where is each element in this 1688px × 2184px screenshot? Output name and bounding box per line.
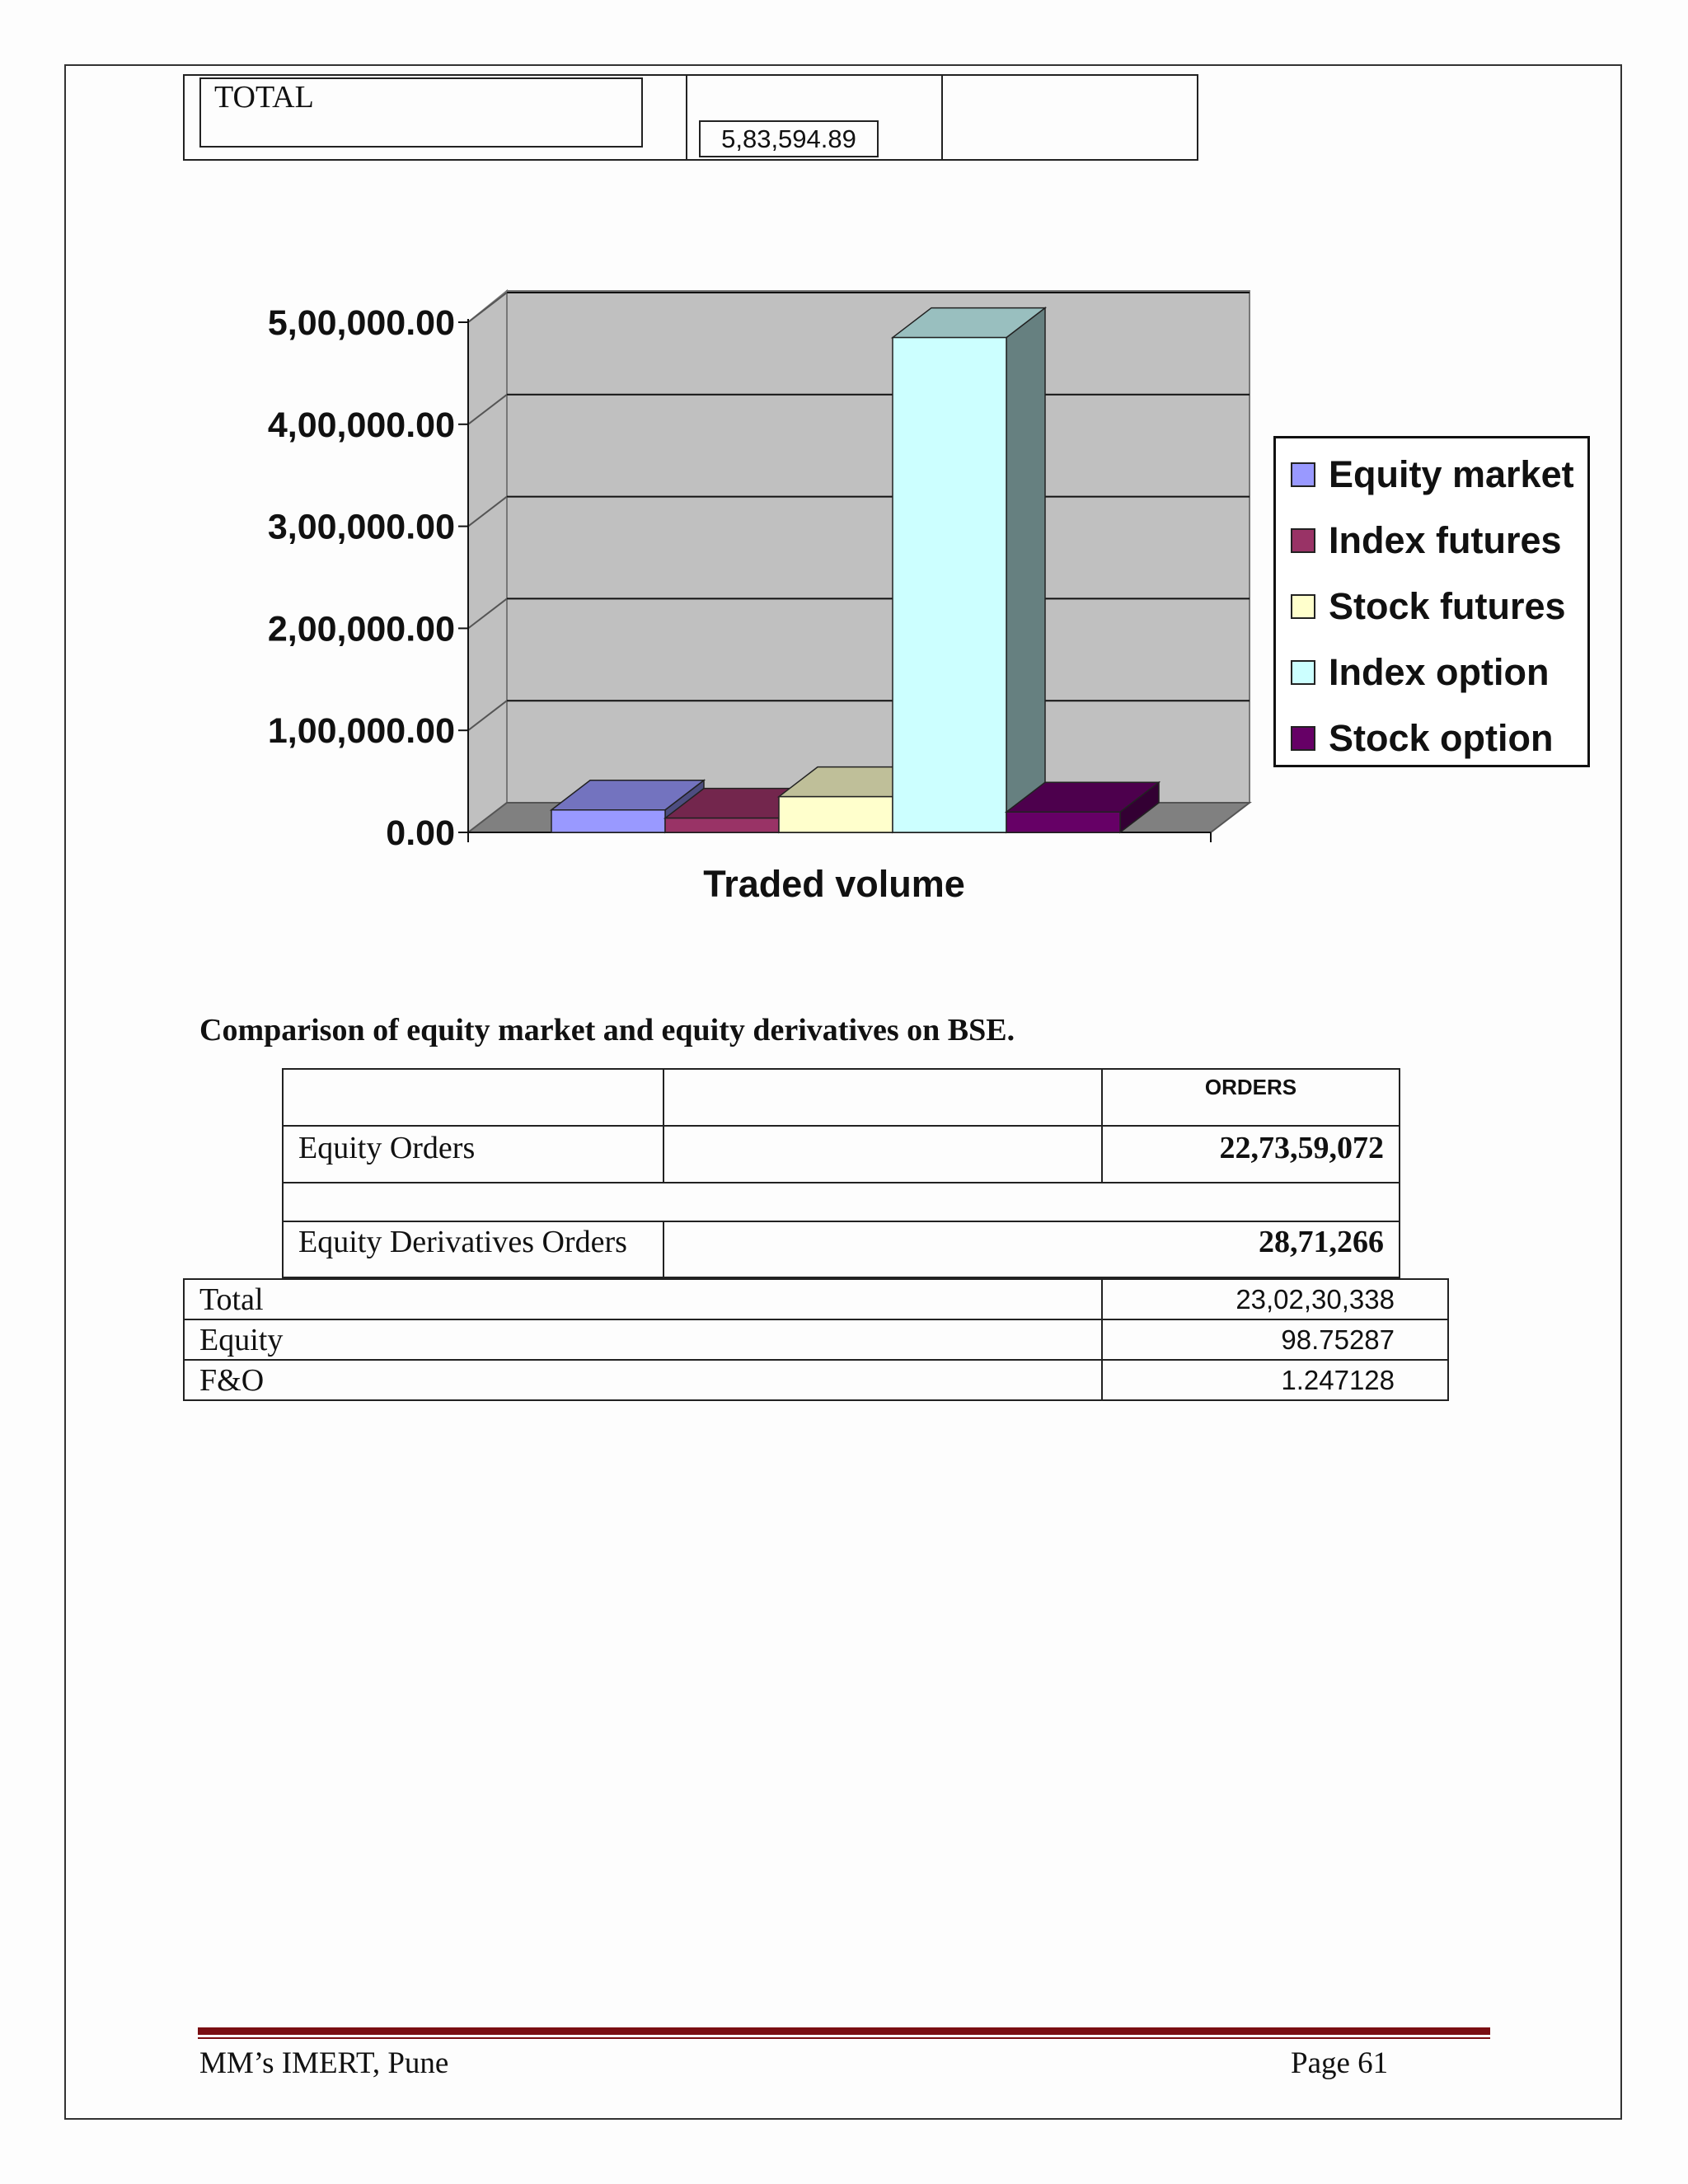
y-tick-label: 2,00,000.00	[267, 609, 455, 649]
y-tick-label: 3,00,000.00	[267, 507, 455, 547]
legend-label: Stock futures	[1329, 585, 1566, 627]
summary-table	[183, 1278, 1449, 1401]
chart-side-wall	[468, 291, 507, 832]
summary-label-total: Total	[184, 1279, 1102, 1319]
bar-index-futures	[665, 818, 779, 832]
legend-swatch	[1291, 594, 1315, 619]
footer-institution: MM’s IMERT, Pune	[199, 2046, 449, 2080]
summary-label-equity: Equity	[184, 1319, 1102, 1360]
y-tick-label: 0.00	[386, 813, 455, 853]
section-heading: Comparison of equity market and equity derivatives on BSE.	[199, 1013, 1015, 1047]
chart-legend	[1273, 436, 1590, 767]
legend-item	[1291, 582, 1566, 631]
summary-label-fo: F&O	[184, 1360, 1102, 1400]
empty-cell	[663, 1069, 1102, 1126]
derivatives-orders-value: 28,71,266	[663, 1221, 1400, 1277]
bar-index-option	[893, 338, 1006, 832]
legend-item	[1291, 648, 1549, 697]
equity-orders-value: 22,73,59,072	[1102, 1126, 1400, 1183]
legend-swatch	[1291, 462, 1315, 487]
bar-stock-futures	[779, 797, 893, 832]
footer-page-number: Page 61	[1291, 2046, 1389, 2080]
orders-header: ORDERS	[1102, 1069, 1400, 1126]
equity-orders-label: Equity Orders	[283, 1126, 663, 1183]
legend-item	[1291, 450, 1574, 499]
legend-item	[1291, 516, 1562, 565]
y-tick-label: 1,00,000.00	[267, 711, 455, 752]
legend-label: Stock option	[1329, 717, 1554, 759]
y-tick-label: 5,00,000.00	[267, 303, 455, 343]
derivatives-orders-label: Equity Derivatives Orders	[283, 1221, 663, 1277]
legend-swatch	[1291, 528, 1315, 553]
legend-label: Index option	[1329, 651, 1550, 693]
bar-equity-market	[551, 810, 665, 832]
summary-value-total: 23,02,30,338	[1102, 1279, 1448, 1319]
legend-item	[1291, 714, 1553, 763]
legend-swatch	[1291, 660, 1315, 685]
total-value: 5,83,594.89	[699, 120, 879, 157]
bar-index-option-side	[1006, 308, 1045, 832]
legend-label: Equity market	[1329, 453, 1574, 495]
footer-rule-thin	[198, 2037, 1490, 2039]
empty-cell	[283, 1069, 663, 1126]
y-tick-label: 4,00,000.00	[267, 405, 455, 445]
summary-value-equity: 98.75287	[1102, 1319, 1448, 1360]
legend-label: Index futures	[1329, 519, 1562, 561]
x-axis-label: Traded volume	[703, 863, 965, 905]
chart-back-wall	[507, 291, 1250, 803]
summary-value-fo: 1.247128	[1102, 1360, 1448, 1400]
footer-rule	[198, 2027, 1490, 2035]
spacer-row	[283, 1183, 1400, 1221]
legend-swatch	[1291, 726, 1315, 751]
total-label: TOTAL	[214, 80, 314, 115]
empty-cell	[663, 1126, 1102, 1183]
orders-table	[282, 1068, 1400, 1278]
bar-stock-option	[1006, 812, 1120, 832]
